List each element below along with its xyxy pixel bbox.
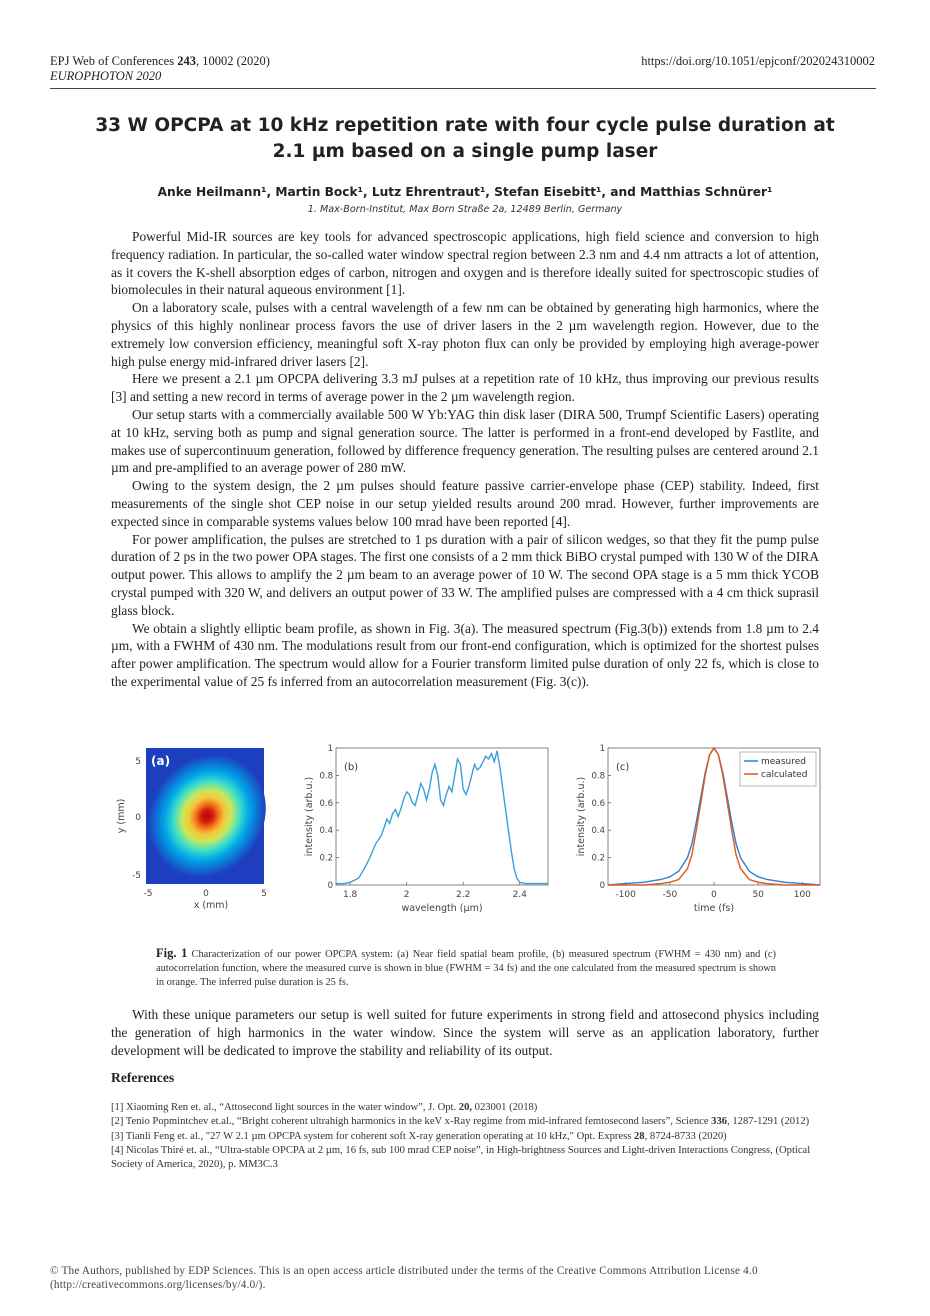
y-tick-label: 1 [599,744,605,754]
paragraph: We obtain a slightly elliptic beam profile, as shown in Fig. 3(a). The measured spectrum (Fig.3(b)) extends from 1.8 µm to 2.4 µm, with a FWHM of 430 nm. The modulations result from our front-end configuration, which is optimized for the shortest pulses after power amplification. The spectrum would allow for a Fourier transform limited pulse duration of only 22 fs, which is close to the experimental value of 25 fs inferred from an autocorrelation measurement (Fig. 3(c)). [111,620,819,689]
x-axis-label: x (mm) [193,900,229,911]
y-tick-label: 0.4 [591,826,605,837]
conference-name: EUROPHOTON 2020 [50,69,162,83]
y-tick-label: -5 [132,871,141,881]
y-tick-label: 1 [327,744,333,754]
license-footer: © The Authors, published by EDP Sciences. This is an open access article distributed under the terms of the Creative Commons Attribution License 4.0 (http://creativecommons.org/licenses/by/4.0/). [50,1265,758,1291]
y-tick-label: 0 [599,881,605,891]
panel-label-a: (a) [151,754,171,768]
paragraph: Powerful Mid-IR sources are key tools for advanced spectroscopic applications, high field science and conversion to high frequency radiation. In particular, the so-called water window spectral region between 2.3 nm and 4.4 nm attracts a lot of attention, as it covers the K-shell absorption edges of carbon, nitrogen and oxygen and is therefore ideally suited for spectroscopic studies of biomolecules in their natural aqueous environment [1]. [111,229,819,298]
abstract-body [111,228,819,691]
closing-paragraph [111,1006,819,1059]
legend-entry: calculated [761,770,808,780]
y-tick-label: 5 [135,757,141,767]
reference-item: [2] Tenio Popmintchev et.al., “Bright coherent ultrahigh harmonics in the keV x-Ray regime from mid-infrared femtosecond lasers”, Science 336, 1287-1291 (2012) [111,1116,810,1128]
reference-list [111,1101,821,1172]
x-tick-label: -5 [143,889,153,899]
y-tick-label: 0.8 [591,771,605,782]
y-axis-label: intensity (arb.u.) [304,776,315,857]
paragraph: With these unique parameters our setup is well suited for future experiments in strong field and attosecond physics including the generation of high harmonics in the water window. Since the system will serve as an application laboratory, further development will be dedicated to improve the stability and reliability of its output. [111,1007,819,1058]
y-tick-label: 0.4 [319,826,333,837]
x-tick-label: 2.4 [512,890,527,900]
x-tick-label: 5 [261,889,267,899]
y-tick-label: 0 [327,881,333,891]
y-tick-label: 0.2 [319,853,333,864]
x-tick-label: 0 [203,889,209,899]
reference-item: [4] Nicolas Thiré et. al., “Ultra-stable OPCPA at 2 µm, 16 fs, sub 100 mrad CEP noise”, in High-brightness Sources and Light-driven Interactions Congress, (Optical Society of America, 2020), p. MM3C.3 [111,1144,811,1171]
paragraph: For power amplification, the pulses are stretched to 1 ps duration with a pair of silicon wedges, so that they fit the pump pulse duration of 2 ps in the two power OPA stages. The first one consists of a 2 mm thick BiBO crystal pumped with 130 W of the DIRA output power. This allows to amplify the 2 µm beam to an average power of 10 W. The second OPA stage is a 5 mm thick YCOB crystal pumped with 320 W, and delivers an output power of 33 W. The amplified pulses are compressed with a 4 cm thick suprasil glass block. [111,531,819,618]
y-axis-label: intensity (arb.u.) [576,776,587,857]
x-axis-label: time (fs) [693,903,735,914]
y-tick-label: 0 [135,813,141,823]
paragraph: Our setup starts with a commercially available 500 W Yb:YAG thin disk laser (DIRA 500, Trumpf Scientific Lasers) operating at 10 kHz, serving both as pump and signal generation source. The latter is performed in a front-end developed by Fastlite, and makes use of supercontinuum generation, followed by difference frequency generation. The resulting pulses are centered around 2.1 µm and pre-amplified to an average power of 280 mW. [111,406,819,476]
x-tick-label: -50 [662,890,678,900]
affiliation: 1. Max-Born-Institut, Max Born Straße 2a, 12489 Berlin, Germany [307,204,623,215]
author-list: Anke Heilmann¹, Martin Bock¹, Lutz Ehrentraut¹, Stefan Eisebitt¹, and Matthias Schnürer¹ [157,185,773,199]
paper-title: 33 W OPCPA at 10 kHz repetition rate with four cycle pulse duration at 2.1 µm based on a single pump laser [95,115,835,162]
figure-label: Fig. 1 [156,946,188,960]
plot-frame [336,748,548,885]
figure-caption [156,946,776,990]
panel-b [304,744,548,914]
journal-reference: EPJ Web of Conferences 243, 10002 (2020) [50,54,270,68]
paragraph: On a laboratory scale, pulses with a central wavelength of a few nm can be obtained by generating high harmonics, where the physics of this highly nonlinear process favors the use of driver lasers in the 2 µm wavelength region. However, due to the extremely low conversion efficiency, meaningful soft X-ray photon flux can only be provided by employing high average-power high pulse energy mid-infrared driver lasers [2]. [111,300,819,369]
y-tick-label: 0.6 [591,798,605,809]
panel-label: (b) [344,762,359,773]
panel-label: (c) [616,762,630,773]
legend-entry: measured [761,757,806,767]
x-tick-label: 100 [793,890,811,900]
header-rule [50,88,876,89]
doi-link[interactable]: https://doi.org/10.1051/epjconf/202024310002 [641,54,875,68]
caption-text: Characterization of our power OPCPA system: (a) Near field spatial beam profile, (b) measured spectrum (FWHM = 430 nm) and (c) autocorrelation function, where the measured curve is shown in blue (FWHM = 34 fs) and the one calculated from the measured spectrum is shown in orange. The inferred pulse duration is 25 fs. [156,949,776,988]
x-tick-label: 2 [403,890,410,900]
y-tick-label: 0.6 [319,798,333,809]
running-header-left [50,54,270,84]
reference-item: [1] Xiaoming Ren et. al., “Attosecond light sources in the water window”, J. Opt. 20, 023001 (2018) [111,1102,538,1113]
panel-c [576,744,820,914]
y-axis-label: y (mm) [116,798,127,834]
x-tick-label: 50 [752,890,764,900]
y-tick-label: 0.2 [591,853,605,864]
x-tick-label: 1.8 [342,890,358,900]
x-tick-label: 0 [711,890,717,900]
figure-panels [110,740,830,930]
series-line-spectrum [336,751,548,884]
paragraph: Owing to the system design, the 2 µm pulses should feature passive carrier-envelope phase (CEP) stability. Indeed, first measurements of the single shot CEP noise in our setup yielded results around 200 mrad. However, further improvements are expected since in comparable systems values below 100 mrad have been reported [4]. [111,478,819,529]
x-tick-label: -100 [615,890,636,900]
reference-item: [3] Tianli Feng et. al., "27 W 2.1 µm OPCPA system for coherent soft X-ray generation operating at 10 kHz," Opt. Express 28, 8724-8733 (2020) [111,1130,727,1142]
paragraph: Here we present a 2.1 µm OPCPA delivering 3.3 mJ pulses at a repetition rate of 10 kHz, thus improving our previous results [3] and setting a new record in terms of average power in the 2 µm wavelength region. [111,371,819,405]
references-heading: References [111,1070,175,1085]
x-tick-label: 2.2 [456,890,471,900]
x-axis-label: wavelength (µm) [401,903,483,914]
panel-a [116,740,290,911]
y-tick-label: 0.8 [319,771,333,782]
